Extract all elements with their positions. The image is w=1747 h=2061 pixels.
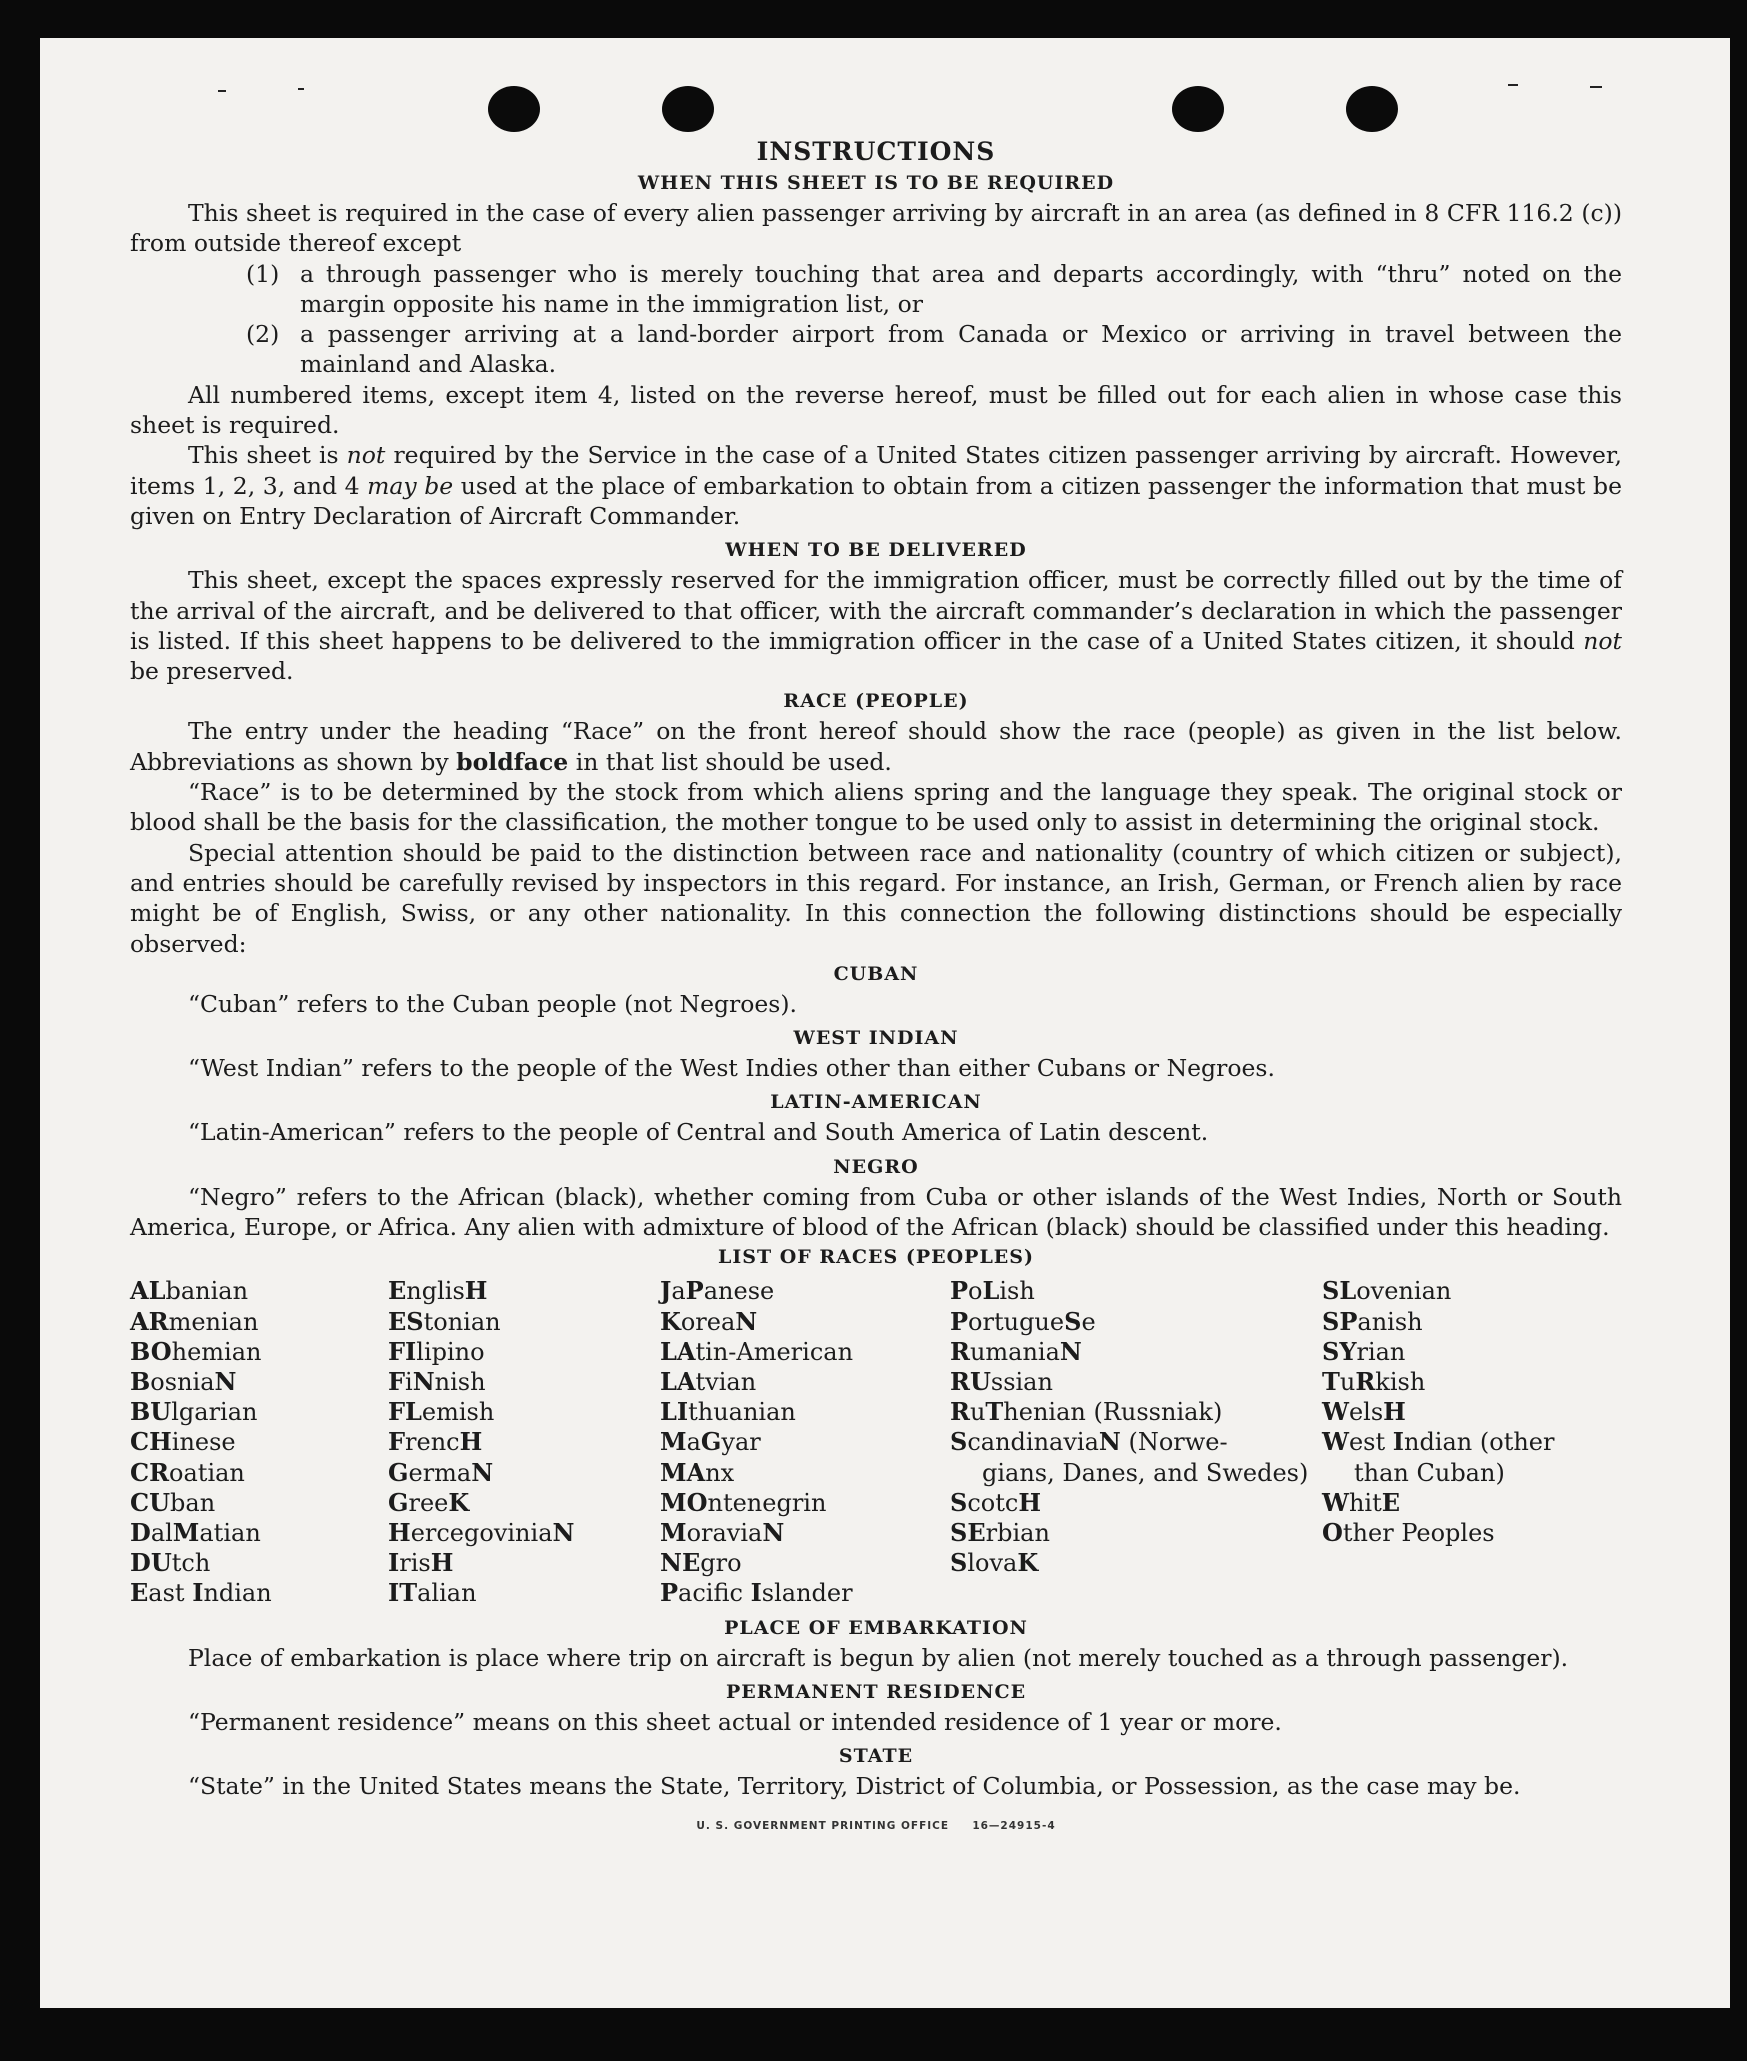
race-entry-part: LA — [660, 1336, 696, 1366]
race-entry-part: CH — [130, 1427, 172, 1457]
exception-item — [246, 319, 1622, 380]
race-entry — [1322, 1276, 1622, 1306]
races-column — [950, 1276, 1322, 1608]
delivered-text-2: be preserved. — [130, 657, 294, 686]
heading-state: STATE — [838, 1745, 914, 1768]
race-entry — [1322, 1488, 1622, 1518]
race-entry-part: S — [950, 1548, 968, 1578]
permanent-residence-paragraph: “Permanent residence” means on this sheet actual or intended residence of 1 year or more. — [188, 1707, 1282, 1736]
race-entry — [1322, 1367, 1622, 1397]
document-page — [40, 38, 1730, 2008]
specks — [298, 88, 304, 90]
heading-race: RACE (PEOPLE) — [783, 690, 969, 713]
race-entry-part: N — [214, 1366, 237, 1396]
race-entry-part: LA — [660, 1366, 696, 1396]
race-entry-part: N — [1059, 1336, 1082, 1366]
race-entry — [660, 1397, 950, 1427]
race-entry-part: tin-American — [695, 1337, 854, 1366]
race-paragraph-3: Special attention should be paid to the distinction between race and nationality (country of which citizen or subject), and entries should be carefully revised by inspectors in this regard. For instance, an Irish, German, or French alien by race might be of English, Swiss, or any other nationality. In this connection the following distinctions should be especially observed: — [130, 838, 1622, 958]
race-entry-part: I — [1392, 1427, 1404, 1457]
race-entry — [950, 1337, 1322, 1367]
race-entry-part: lova — [967, 1549, 1018, 1578]
punch-hole-2 — [662, 86, 714, 132]
race-entry-part: H — [430, 1548, 454, 1578]
race-entry — [130, 1427, 388, 1457]
race-entry-part: ndian — [203, 1579, 272, 1608]
race-text-2: in that list should be used. — [568, 747, 892, 776]
race-entry-part: acific — [678, 1579, 751, 1608]
race-entry-part: u — [1339, 1367, 1356, 1396]
west-indian-paragraph: “West Indian” refers to the people of the West Indies other than either Cubans or Negroes. — [188, 1054, 1275, 1083]
race-entry — [130, 1307, 388, 1337]
race-entry — [660, 1518, 950, 1548]
race-entry-part: o — [968, 1277, 983, 1306]
race-entry-part: ish — [999, 1277, 1035, 1306]
race-entry-part: orea — [680, 1307, 736, 1336]
race-entry-part: G — [700, 1427, 722, 1457]
race-entry-part: ndian (other — [1403, 1428, 1555, 1457]
race-entry-part: NE — [660, 1548, 701, 1578]
heading-place-of-embarkation: PLACE OF EMBARKATION — [724, 1616, 1028, 1639]
race-entry-part: anese — [703, 1277, 775, 1306]
heading-when-required: WHEN THIS SHEET IS TO BE REQUIRED — [637, 172, 1115, 194]
race-entry — [660, 1427, 950, 1457]
race-entry — [130, 1337, 388, 1367]
race-entry-part: nglis — [406, 1277, 465, 1306]
heading-when-delivered: WHEN TO BE DELIVERED — [725, 539, 1027, 562]
race-entry — [660, 1458, 950, 1488]
race-entry-part: than Cuban) — [1354, 1458, 1505, 1487]
race-entry-part: S — [950, 1487, 968, 1517]
race-entry-part: slander — [761, 1579, 853, 1608]
race-entry — [950, 1488, 1322, 1518]
race-entry-part: u — [969, 1398, 986, 1427]
heading-cuban: CUBAN — [833, 962, 919, 985]
race-entry-part: MA — [660, 1457, 706, 1487]
specks — [1590, 86, 1602, 88]
race-entry-part: e — [1081, 1307, 1096, 1336]
race-entry-part: AR — [130, 1306, 169, 1336]
race-entry-part: MO — [660, 1487, 708, 1517]
races-column — [130, 1276, 388, 1608]
race-entry-part: O — [1322, 1517, 1343, 1547]
race-entry-part: emish — [421, 1398, 495, 1427]
race-entry-part: BU — [130, 1397, 172, 1427]
race-entry-part: I — [750, 1578, 762, 1608]
race-entry-part: a — [686, 1428, 701, 1457]
race-entry-part: H — [459, 1427, 483, 1457]
race-entry-part: ban — [170, 1488, 216, 1517]
race-entry-part: candinavia — [967, 1428, 1099, 1457]
race-entry-part: tch — [171, 1549, 211, 1578]
race-entry-part: W — [1322, 1487, 1349, 1517]
race-entry-part: est — [1348, 1428, 1393, 1457]
race-entry-part: lgarian — [171, 1398, 258, 1427]
heading-list-of-races: LIST OF RACES (PEOPLES) — [718, 1246, 1034, 1269]
place-of-embarkation-paragraph: Place of embarkation is place where trip on aircraft is begun by alien (not merely touched as a through passenger). — [188, 1643, 1569, 1672]
race-entry — [660, 1548, 950, 1578]
race-entry — [130, 1488, 388, 1518]
race-entry-part: D — [130, 1517, 151, 1547]
race-entry-part: ssian — [990, 1367, 1053, 1396]
race-entry-part: M — [660, 1517, 687, 1547]
race-entry-part: N — [412, 1366, 435, 1396]
race-entry-part: W — [1322, 1427, 1349, 1457]
race-paragraph-2: “Race” is to be determined by the stock from which aliens spring and the language they speak. The original stock or blood shall be the basis for the classification, the mother tongue to be used only to assist in determining the original stock. — [130, 778, 1622, 837]
citizen-text-not: not — [346, 441, 386, 470]
race-entry — [388, 1458, 660, 1488]
race-entry-part: K — [1017, 1548, 1039, 1578]
race-entry-part: P — [685, 1276, 704, 1306]
when-delivered-paragraph — [130, 565, 1622, 686]
heading-permanent-residence: PERMANENT RESIDENCE — [725, 1680, 1027, 1703]
race-entry-part: P — [950, 1306, 969, 1336]
race-entry-part: N — [471, 1457, 494, 1487]
state-paragraph: “State” in the United States means the State, Territory, District of Columbia, or Possession, as the case may be. — [188, 1772, 1521, 1801]
race-entry-part: F — [388, 1366, 406, 1396]
race-entry-part: H — [1383, 1397, 1406, 1427]
race-entry-part: nish — [434, 1367, 486, 1396]
race-entry-part: cotc — [967, 1488, 1019, 1517]
race-entry — [660, 1276, 950, 1306]
race-entry-part: yar — [721, 1428, 761, 1457]
race-entry-part: N — [735, 1306, 758, 1336]
race-entry — [130, 1548, 388, 1578]
citizen-text-2: required by the Service in the case of a United States citizen passenger arriving by aircraft. However, items 1, 2, 3, and 4 — [130, 441, 1622, 500]
race-entry-part: M — [172, 1517, 200, 1547]
exception-text: a passenger arriving at a land-border airport from Canada or Mexico or arriving in travel between the mainland and Alaska. — [300, 320, 1622, 379]
citizen-text-1: This sheet is — [188, 441, 347, 470]
race-entry-part: banian — [165, 1277, 249, 1306]
race-entry-part: ercegovinia — [410, 1518, 553, 1547]
race-entry — [130, 1367, 388, 1397]
race-entry-part: (Norwe- — [1120, 1428, 1228, 1457]
race-entry — [660, 1367, 950, 1397]
race-entry-part: a — [671, 1277, 686, 1306]
race-entry-part: K — [660, 1306, 681, 1336]
race-entry-part: K — [448, 1487, 470, 1517]
race-entry-part: I — [192, 1578, 204, 1608]
race-entry-part: SE — [950, 1517, 986, 1547]
race-entry-part: R — [1355, 1366, 1376, 1396]
race-entry-part: umania — [969, 1337, 1060, 1366]
negro-paragraph: “Negro” refers to the African (black), whether coming from Cuba or other islands of the West Indies, North or South America, Europe, or Africa. Any alien with admixture of blood of the African (black) should be classified under this heading. — [130, 1182, 1622, 1242]
exception-text: a through passenger who is merely touching that area and departs accordingly, with “thru” noted on the margin opposite his name in the immigration list, or — [300, 259, 1622, 318]
race-entry-part: alian — [417, 1579, 477, 1608]
race-entry-part: FL — [388, 1397, 422, 1427]
race-entry — [130, 1276, 388, 1306]
cuban-paragraph: “Cuban” refers to the Cuban people (not Negroes). — [188, 989, 798, 1018]
race-entry-part: E — [388, 1276, 407, 1306]
race-entry-part: CR — [130, 1457, 170, 1487]
race-entry — [660, 1578, 950, 1608]
race-entry — [1322, 1427, 1622, 1457]
races-column — [1322, 1276, 1622, 1608]
race-entry-part: henian (Russniak) — [1003, 1398, 1223, 1427]
race-entry-part: erma — [408, 1458, 472, 1487]
race-entry-part: R — [950, 1397, 970, 1427]
race-entry-part: ther Peoples — [1342, 1518, 1495, 1547]
race-entry-part: BO — [130, 1336, 172, 1366]
race-entry — [130, 1458, 388, 1488]
citizen-text-may-be: may be — [367, 471, 454, 500]
race-entry — [1322, 1307, 1622, 1337]
race-entry-part: W — [1322, 1397, 1349, 1427]
race-entry — [388, 1307, 660, 1337]
race-entry-part: inese — [171, 1428, 236, 1457]
race-entry — [388, 1276, 660, 1306]
race-entry-part: lipino — [416, 1337, 485, 1366]
race-entry-part: N — [762, 1517, 785, 1547]
race-entry — [1322, 1458, 1622, 1488]
race-entry — [950, 1397, 1322, 1427]
race-entry-part: LI — [660, 1397, 689, 1427]
race-entry-part: thuanian — [688, 1398, 796, 1427]
race-entry-part: atian — [199, 1518, 261, 1547]
race-entry-part: DU — [130, 1548, 172, 1578]
race-entry-part: H — [1018, 1487, 1042, 1517]
race-entry-part: els — [1348, 1398, 1384, 1427]
delivered-text-not: not — [1583, 626, 1622, 655]
race-entry-part: SL — [1322, 1276, 1357, 1306]
race-entry-part: S — [950, 1427, 968, 1457]
race-entry — [660, 1337, 950, 1367]
heading-latin-american: LATIN-AMERICAN — [770, 1091, 982, 1114]
punch-hole-4 — [1346, 86, 1398, 132]
race-entry-part: ris — [399, 1549, 431, 1578]
numbered-items-paragraph: All numbered items, except item 4, listed on the reverse hereof, must be filled out for each alien in whose case this sheet is required. — [130, 380, 1622, 440]
race-entry-part: nx — [705, 1458, 735, 1487]
races-column — [660, 1276, 950, 1608]
race-entry — [388, 1518, 660, 1548]
race-entry-part: S — [1064, 1306, 1082, 1336]
race-entry-part: ntenegrin — [707, 1488, 827, 1517]
specks — [1508, 84, 1518, 86]
races-list — [130, 1276, 1622, 1608]
race-entry — [1322, 1337, 1622, 1367]
race-text-1: The entry under the heading “Race” on the front hereof should show the race (people) as given in the list below. Abbreviations as shown by — [130, 717, 1622, 776]
race-entry-part: SP — [1322, 1306, 1358, 1336]
race-entry — [950, 1276, 1322, 1306]
races-column — [388, 1276, 660, 1608]
race-entry — [388, 1337, 660, 1367]
race-entry-part: hemian — [171, 1337, 262, 1366]
race-entry — [660, 1307, 950, 1337]
citizen-paragraph — [130, 440, 1622, 531]
race-entry-part: kish — [1375, 1367, 1426, 1396]
race-entry-part: RU — [950, 1366, 991, 1396]
punch-hole-1 — [488, 86, 540, 132]
race-entry-part: menian — [168, 1307, 259, 1336]
race-entry-part: I — [388, 1548, 400, 1578]
when-required-intro: This sheet is required in the case of every alien passenger arriving by aircraft in an area (as defined in 8 CFR 116.2 (c)) from outside thereof except — [130, 199, 1622, 258]
race-entry-part: G — [388, 1487, 409, 1517]
race-entry-part: T — [1322, 1366, 1340, 1396]
race-entry-part: ast — [148, 1579, 193, 1608]
race-entry-part: P — [950, 1276, 969, 1306]
exception-item — [246, 259, 1622, 320]
race-entry-part: ES — [388, 1306, 424, 1336]
race-entry — [950, 1367, 1322, 1397]
race-entry — [1322, 1397, 1622, 1427]
race-entry — [950, 1518, 1322, 1548]
race-entry-part: tonian — [423, 1307, 501, 1336]
race-entry-part: ortugue — [968, 1307, 1065, 1336]
race-entry — [130, 1397, 388, 1427]
race-entry-part: T — [985, 1397, 1004, 1427]
race-entry — [388, 1578, 660, 1608]
race-entry-part: IT — [388, 1578, 418, 1608]
race-text-bold: boldface — [456, 747, 569, 776]
race-entry — [950, 1548, 1322, 1578]
race-entry — [950, 1427, 1322, 1457]
race-entry-part: L — [982, 1276, 1000, 1306]
race-entry — [130, 1578, 388, 1608]
punch-hole-3 — [1172, 86, 1224, 132]
race-entry-part: rbian — [985, 1518, 1050, 1547]
race-entry-part: ree — [408, 1488, 449, 1517]
race-entry-part: M — [660, 1427, 687, 1457]
race-entry-part: tvian — [695, 1367, 757, 1396]
race-entry-part: oravia — [686, 1518, 763, 1547]
race-entry-part: gro — [700, 1549, 742, 1578]
race-entry-part: al — [150, 1518, 173, 1547]
race-entry-part: FI — [388, 1336, 417, 1366]
race-entry-part: oatian — [169, 1458, 245, 1487]
race-entry-part: H — [388, 1517, 411, 1547]
delivered-text-1: This sheet, except the spaces expressly reserved for the immigration officer, must be correctly filled out by the time of the arrival of the aircraft, and be delivered to that officer, with the aircraft commander’s declaration in which the passenger is listed. If this sheet happens to be delivered to the immigration officer in the case of a United States citizen, it should — [130, 566, 1622, 655]
race-entry-part: ovenian — [1356, 1277, 1452, 1306]
specks — [218, 90, 226, 92]
heading-west-indian: WEST INDIAN — [793, 1027, 959, 1050]
citizen-text-3: used at the place of embarkation to obtain from a citizen passenger the information that must be given on Entry Declaration of Aircraft Commander. — [130, 471, 1622, 530]
race-entry-part: J — [660, 1276, 672, 1306]
race-entry-part: renc — [405, 1428, 460, 1457]
race-entry-part: CU — [130, 1487, 171, 1517]
race-entry-part: B — [130, 1366, 151, 1396]
race-entry-part: N — [552, 1517, 575, 1547]
race-entry-part: E — [1381, 1487, 1401, 1517]
race-entry-part: gians, Danes, and Swedes) — [982, 1458, 1309, 1487]
instructions-content — [130, 136, 1622, 1842]
exception-number: (2) — [246, 320, 280, 349]
race-entry — [388, 1488, 660, 1518]
instructions-title: INSTRUCTIONS — [756, 137, 996, 166]
race-entry — [950, 1458, 1322, 1488]
exception-number: (1) — [246, 259, 280, 288]
race-entry-part: anish — [1357, 1307, 1423, 1336]
race-entry-part: F — [388, 1427, 406, 1457]
race-entry — [1322, 1518, 1622, 1548]
race-entry-part: E — [130, 1578, 149, 1608]
race-paragraph-1 — [130, 716, 1622, 777]
race-entry — [950, 1307, 1322, 1337]
race-entry-part: AL — [130, 1276, 166, 1306]
race-entry-part: hit — [1348, 1488, 1382, 1517]
printing-office-footer: U. S. GOVERNMENT PRINTING OFFICE 16—24915-4 — [696, 1820, 1056, 1833]
race-entry-part: i — [405, 1367, 413, 1396]
race-entry-part: SY — [1322, 1336, 1357, 1366]
race-entry-part: P — [660, 1578, 679, 1608]
race-entry-part: rian — [1356, 1337, 1406, 1366]
race-entry — [660, 1488, 950, 1518]
race-entry — [388, 1367, 660, 1397]
latin-american-paragraph: “Latin-American” refers to the people of Central and South America of Latin descent. — [188, 1118, 1209, 1147]
race-entry-part: N — [1098, 1427, 1121, 1457]
heading-negro: NEGRO — [833, 1155, 919, 1178]
race-entry-part: G — [388, 1457, 409, 1487]
race-entry-part: H — [464, 1276, 488, 1306]
race-entry — [388, 1397, 660, 1427]
race-entry-part: R — [950, 1336, 970, 1366]
race-entry — [130, 1518, 388, 1548]
race-entry — [388, 1548, 660, 1578]
race-entry — [388, 1427, 660, 1457]
race-entry-part: osnia — [150, 1367, 215, 1396]
